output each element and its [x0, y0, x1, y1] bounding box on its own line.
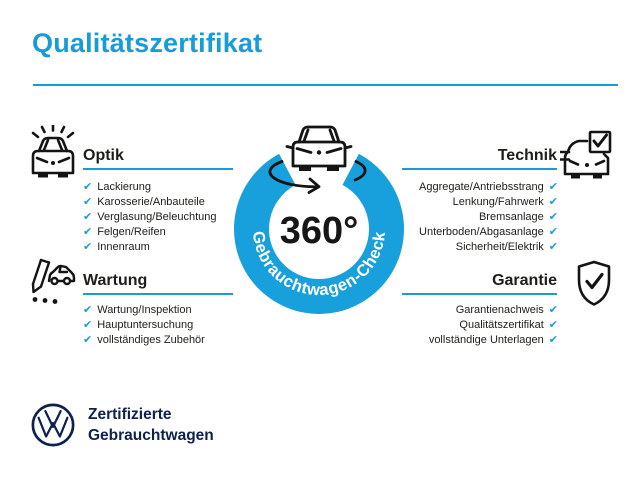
check-icon: ✔: [83, 334, 93, 346]
check-icon: ✔: [83, 181, 93, 193]
checklist-item-label: Hauptuntersuchung: [97, 319, 194, 331]
check-icon: ✔: [548, 319, 558, 331]
check-icon: ✔: [548, 241, 558, 253]
checklist-item-label: Felgen/Reifen: [97, 226, 166, 238]
check-icon: ✔: [83, 226, 93, 238]
shield-check-icon: [574, 260, 614, 308]
section-heading-garantie: Garantie: [492, 272, 557, 289]
checklist-item: [429, 333, 558, 348]
checklist-item-label: Verglasung/Beleuchtung: [97, 211, 217, 223]
checklist-item: [83, 225, 216, 240]
wartung-divider: [83, 293, 233, 295]
car-checkbox-icon: [560, 130, 614, 180]
title-divider: [33, 84, 618, 86]
checklist-item-label: Unterboden/Abgasanlage: [419, 226, 544, 238]
check-icon: ✔: [548, 304, 558, 316]
checklist-item-label: Wartung/Inspektion: [97, 304, 192, 316]
checklist-item: [83, 303, 205, 318]
checklist-item: [83, 333, 205, 348]
checklist-item-label: vollständiges Zubehör: [97, 334, 205, 346]
checklist-item: [419, 180, 558, 195]
check-icon: ✔: [83, 196, 93, 208]
ring-label: Gebrauchtwagen-Check: [248, 229, 390, 300]
brand-line2: Gebrauchtwagen: [88, 427, 214, 444]
check-icon: ✔: [548, 226, 558, 238]
page-title: Qualitätszertifikat: [32, 28, 263, 58]
checklist-item: [429, 303, 558, 318]
checklist-item: [419, 225, 558, 240]
garantie-divider: [402, 293, 557, 295]
technik-divider: [402, 168, 557, 170]
checklist-item: [419, 210, 558, 225]
checklist-item: [83, 180, 216, 195]
check-icon: ✔: [548, 196, 558, 208]
checklist-item-label: Qualitätszertifikat: [459, 319, 544, 331]
checklist-item-label: Lackierung: [97, 181, 152, 193]
optik-checklist: [83, 180, 216, 255]
check-icon: ✔: [83, 241, 93, 253]
check-icon: ✔: [548, 334, 558, 346]
checklist-item: [429, 318, 558, 333]
checklist-item-label: Bremsanlage: [478, 211, 544, 223]
check-icon: ✔: [83, 211, 93, 223]
check-icon: ✔: [548, 211, 558, 223]
shiny-car-icon: [27, 125, 79, 179]
wartung-checklist: [83, 303, 205, 348]
checklist-item-label: Sicherheit/Elektrik: [455, 241, 544, 253]
checklist-item: [83, 240, 216, 255]
service-pencil-car-icon: [27, 257, 77, 307]
optik-divider: [83, 168, 233, 170]
checklist-item-label: Aggregate/Antriebsstrang: [419, 181, 544, 193]
checklist-item: [83, 318, 205, 333]
check-icon: ✔: [548, 181, 558, 193]
vw-logo: [30, 402, 76, 448]
brand-line1: Zertifizierte: [88, 406, 172, 423]
360-check-graphic: [219, 118, 419, 324]
checklist-item-label: Garantienachweis: [455, 304, 544, 316]
garantie-checklist: [429, 303, 558, 348]
checklist-item-label: Lenkung/Fahrwerk: [452, 196, 544, 208]
checklist-item: [83, 195, 216, 210]
checklist-item-label: Innenraum: [97, 241, 150, 253]
checklist-item: [419, 240, 558, 255]
check-icon: ✔: [83, 319, 93, 331]
section-heading-wartung: Wartung: [83, 272, 148, 289]
checklist-item-label: Karosserie/Anbauteile: [97, 196, 205, 208]
check-icon: ✔: [83, 304, 93, 316]
checklist-item: [419, 195, 558, 210]
value-360: 360°: [279, 210, 359, 252]
checklist-item: [83, 210, 216, 225]
section-heading-technik: Technik: [497, 147, 557, 164]
technik-checklist: [419, 180, 558, 255]
brand-wordmark: [88, 404, 214, 446]
checklist-item-label: vollständige Unterlagen: [428, 334, 544, 346]
section-heading-optik: Optik: [83, 147, 124, 164]
